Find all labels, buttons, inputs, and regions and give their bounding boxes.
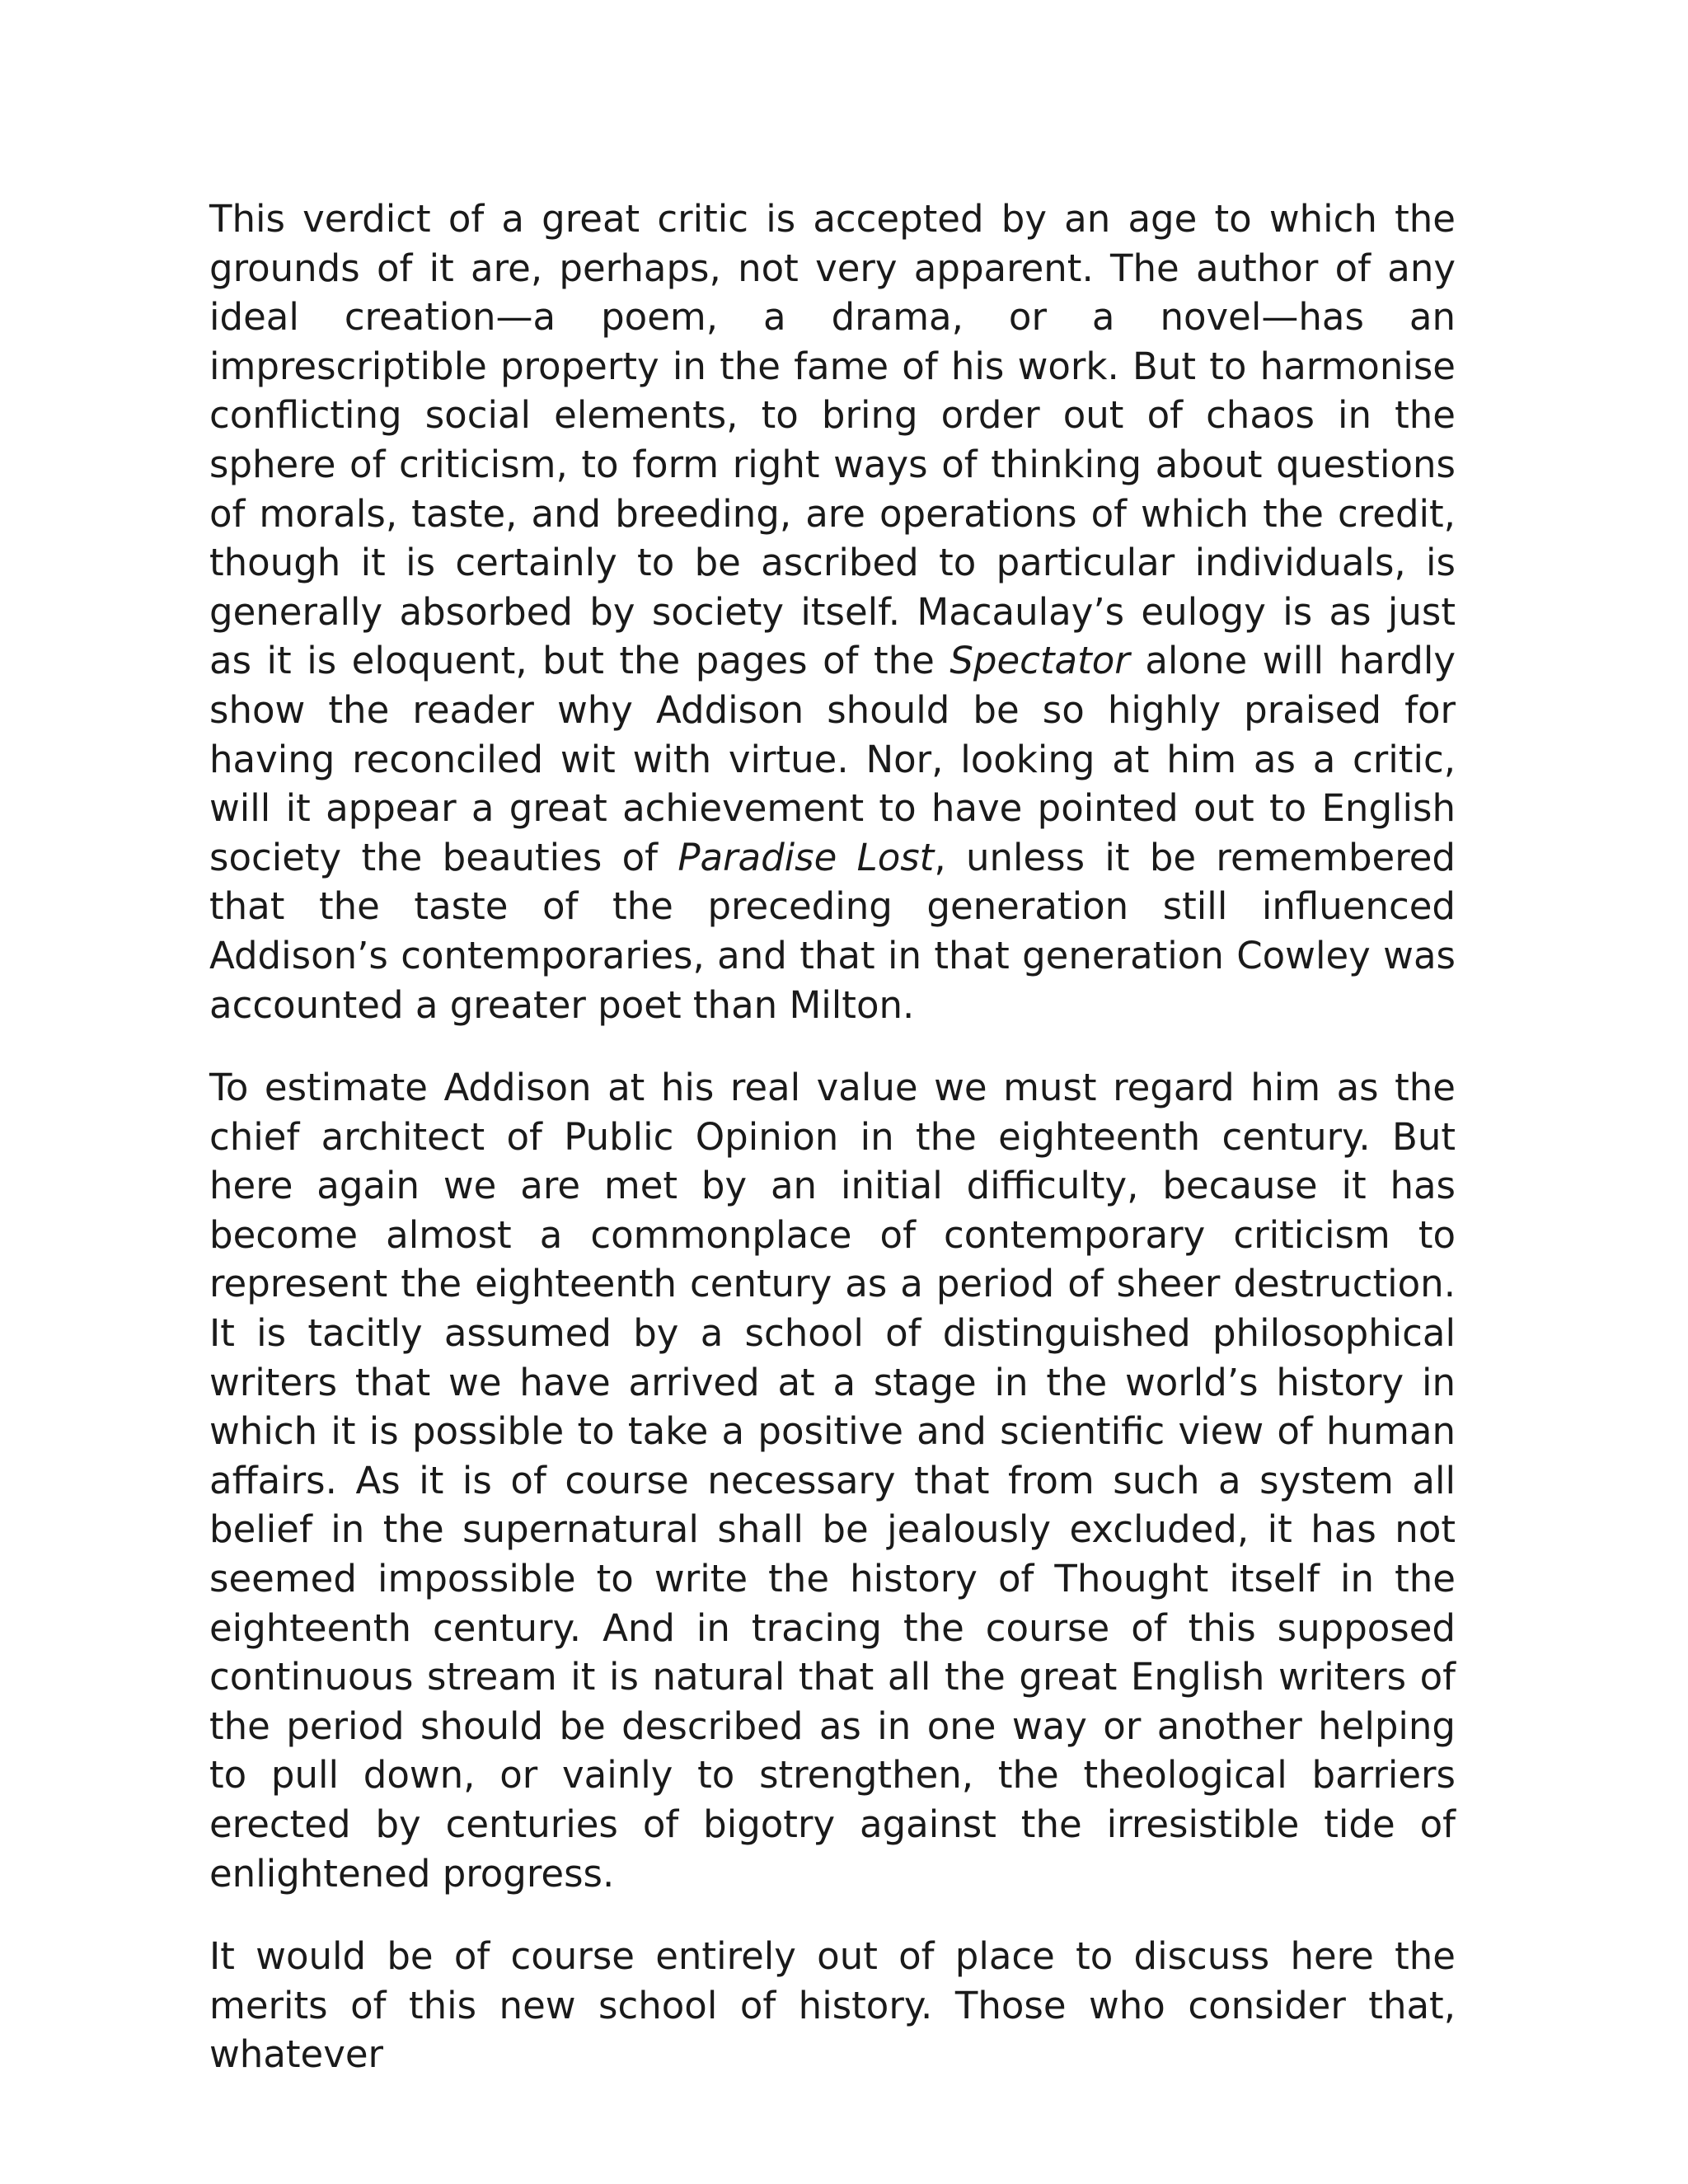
page-body [209, 194, 1456, 2079]
title-paradise-lost: Paradise Lost [678, 835, 935, 879]
paragraph-1-text-a: This verdict of a great critic is accepted by an age to which the grounds of it are, perhaps, not very apparent. The author of any ideal creation—a poem, a drama, or a novel—has an imprescriptible property in the fame of his work. But to harmonise conflicting social elements, to bring order out of chaos in the sphere of criticism, to form right ways of thinking about questions of morals, taste, and breeding, are operations of which the credit, though it is certainly to be ascribed to particular individuals, is generally absorbed by society itself. Macaulay’s eulogy is as just as it is eloquent, but the pages of the [209, 197, 1456, 683]
paragraph-3: It would be of course entirely out of place to discuss here the merits of this new school of history. Those who consider that, whatever [209, 1934, 1456, 2077]
paragraph-1 [209, 194, 1456, 1029]
paragraph-1-text-c: , unless it be remembered that the taste of the preceding generation still influenced Addison’s contemporaries, and that in that generation Cowley was accounted a greater poet than Milton. [209, 835, 1456, 1027]
paragraph-2: To estimate Addison at his real value we must regard him as the chief architect of Public Opinion in the eighteenth century. But here again we are met by an initial difficulty, because it has become almost a commonplace of contemporary criticism to represent the eighteenth century as a period of sheer destruction. It is tacitly assumed by a school of distinguished philosophical writers that we have arrived at a stage in the world’s history in which it is possible to take a positive and scientific view of human affairs. As it is of course necessary that from such a system all belief in the supernatural shall be jealously excluded, it has not seemed impossible to write the history of Thought itself in the eighteenth century. And in tracing the course of this supposed continuous stream it is natural that all the great English writers of the period should be described as in one way or another helping to pull down, or vainly to strengthen, the theological barriers erected by centuries of bigotry against the irresistible tide of enlightened progress. [209, 1066, 1456, 1896]
title-spectator: Spectator [950, 639, 1130, 683]
paragraph-1-text-b: alone will hardly show the reader why Addison should be so highly praised for having reconciled wit with virtue. Nor, looking at him as a critic, will it appear a great achievement to have pointed out to English society the beauties of [209, 639, 1456, 879]
